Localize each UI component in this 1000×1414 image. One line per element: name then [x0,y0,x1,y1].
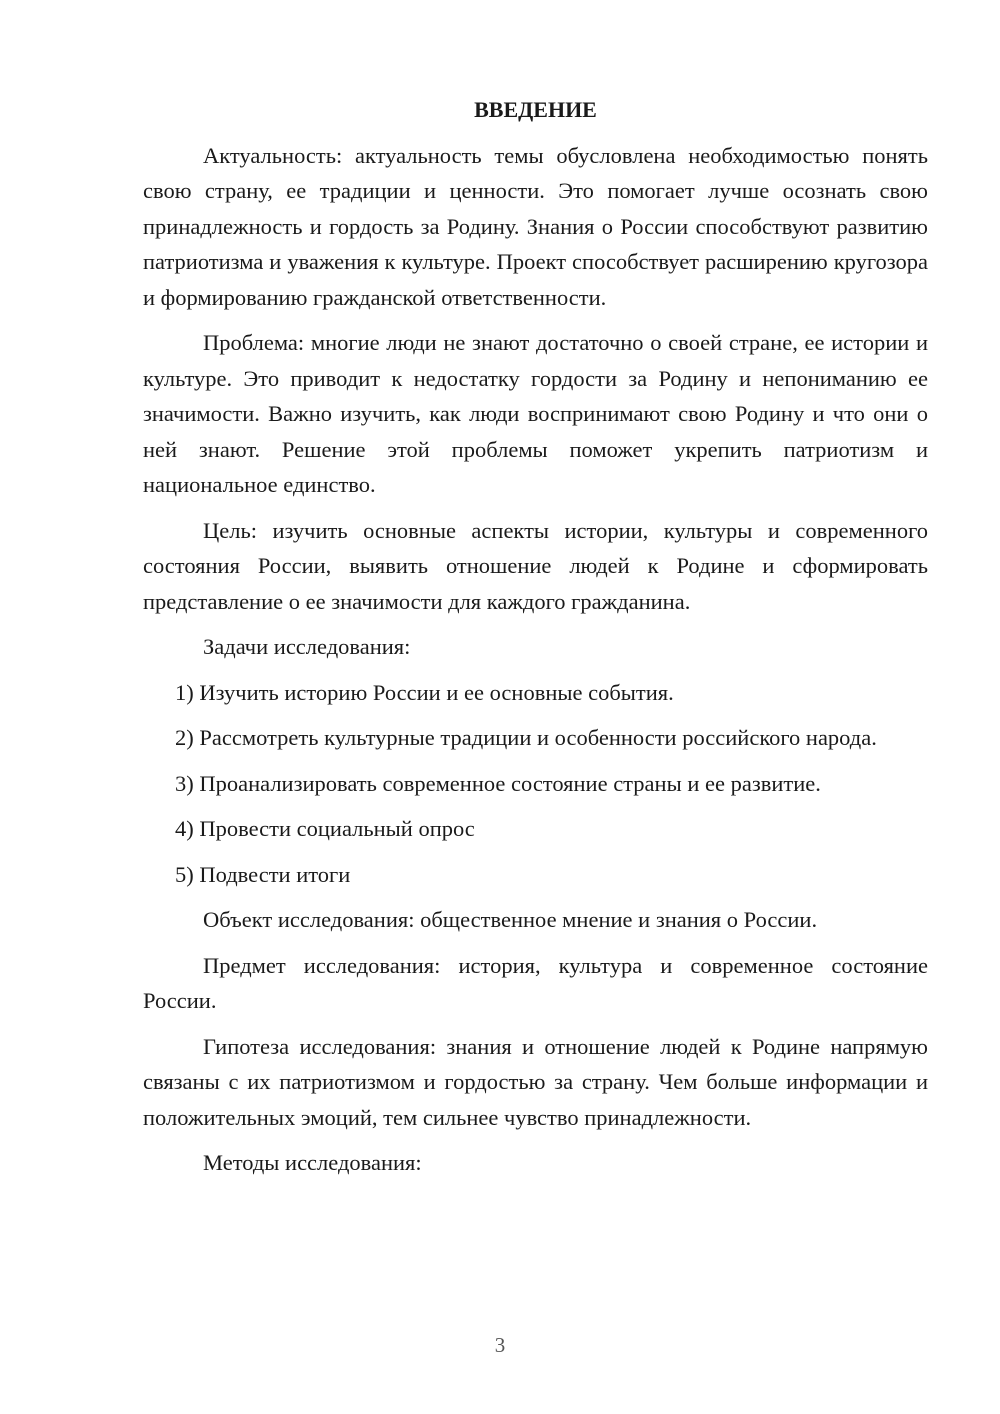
section-heading: ВВЕДЕНИЕ [474,97,597,122]
document-page [143,92,928,1191]
task-item-3: 3) Проанализировать современное состояние страны и ее развитие. [175,770,821,796]
subject-paragraph: Предмет исследования: история, культура и современное состояние России. [143,952,928,1013]
object-paragraph: Объект исследования: общественное мнение и знания о России. [203,907,818,932]
task-item-1: 1) Изучить историю России и ее основные события. [175,679,674,705]
methods-heading: Методы исследования: [203,1150,422,1175]
relevance-paragraph: Актуальность: актуальность темы обусловлена необходимостью понять свою страну, ее традиции и ценности. Это помогает лучше осознать свою принадлежность и гордость за Родину. Знания о России способствуют развитию патриотизма и уважения к культуре. Проект способствует расширению кругозора и формированию гражданской ответственности. [143,142,928,310]
page-number: 3 [494,1333,506,1357]
hypothesis-paragraph: Гипотеза исследования: знания и отношение людей к Родине напрямую связаны с их патриотизмом и гордостью за страну. Чем больше информации и положительных эмоций, тем сильнее чувство принадлежности. [143,1033,928,1130]
tasks-heading: Задачи исследования: [203,634,411,659]
goal-paragraph: Цель: изучить основные аспекты истории, культуры и современного состояния России, выявить отношение людей к Родине и сформировать представление о ее значимости для каждого гражданина. [143,517,928,614]
problem-paragraph: Проблема: многие люди не знают достаточно о своей стране, ее истории и культуре. Это приводит к недостатку гордости за Родину и непониманию ее значимости. Важно изучить, как люди воспринимают свою Родину и что они о ней знают. Решение этой проблемы поможет укрепить патриотизм и национальное единство. [143,330,928,497]
task-item-4: 4) Провести социальный опрос [175,816,475,841]
task-item-2: 2) Рассмотреть культурные традиции и особенности российского народа. [175,725,877,750]
task-item-5: 5) Подвести итоги [175,861,351,887]
